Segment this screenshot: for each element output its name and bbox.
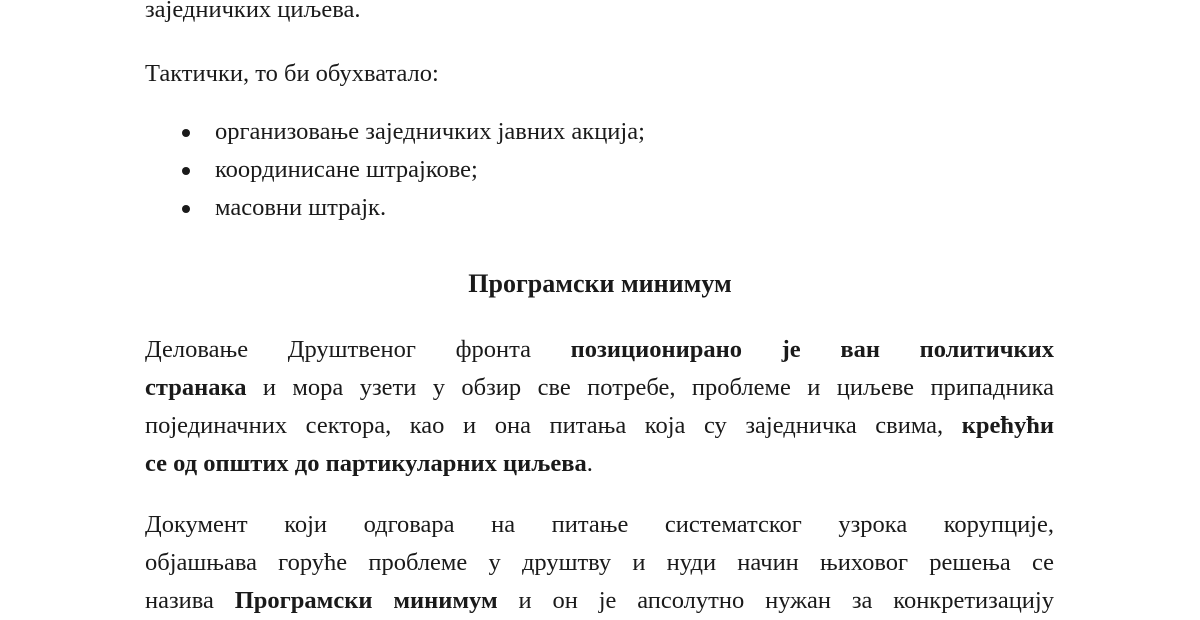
paragraph-1-bold-text: позиционирано је ван политичких	[570, 336, 1054, 363]
paragraph-2-bold-text: Програмски минимум	[234, 587, 498, 614]
paragraph-2-text: назива	[145, 587, 235, 614]
paragraph-1-line-4	[145, 445, 593, 483]
paragraph-1-line-3	[145, 407, 1054, 445]
paragraph-1-bold-text: странака	[145, 374, 247, 401]
bullet-icon	[182, 167, 190, 175]
list-item-text: организовање заједничких јавних акција;	[215, 118, 645, 145]
paragraph-2-line-1: Документ који одговара на питање систематског узрока корупције,	[145, 511, 1054, 538]
paragraph-1-text: и мора узети у обзир све потребе, проблеме и циљеве припадника	[246, 374, 1054, 401]
paragraph-1-line-1	[145, 331, 1054, 369]
bullet-icon	[182, 205, 190, 213]
paragraph-1-text: .	[586, 450, 593, 477]
intro-line-2: Тактички, то би обухватало:	[145, 60, 439, 87]
paragraph-2-line-3	[145, 582, 1054, 620]
paragraph-1-bold-text: крећући	[961, 412, 1054, 439]
paragraph-1-line-2	[145, 369, 1054, 407]
list-item-text: координисане штрајкове;	[215, 156, 478, 183]
paragraph-2-line-2: објашњава горуће проблеме у друштву и нуди начин њиховог решења се	[145, 549, 1054, 576]
paragraph-2-text: и он је апсолутно нужан за конкретизацију	[497, 587, 1054, 614]
intro-line-1: заједничких циљева.	[145, 0, 361, 23]
section-heading: Програмски минимум	[468, 269, 732, 298]
paragraph-1-text: појединачних сектора, као и она питања која су заједничка свима,	[145, 412, 962, 439]
paragraph-1-bold-text: се од општих до партикуларних циљева	[145, 450, 587, 477]
list-item-text: масовни штрајк.	[215, 194, 387, 221]
bullet-icon	[182, 129, 190, 137]
paragraph-1-text: Деловање Друштвеног фронта	[145, 336, 571, 363]
